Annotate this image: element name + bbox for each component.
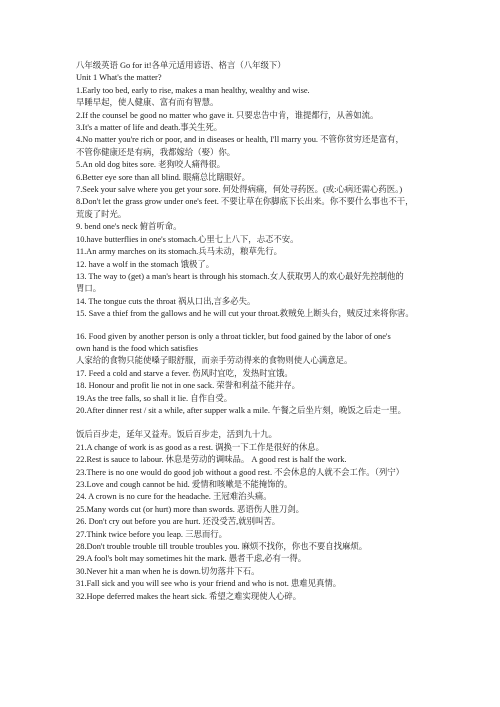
proverb-line: 7.Seek your salve where you get your sore. 何处得病痛，何处寻药医。(或:心病还需心药医。) — [76, 185, 403, 195]
proverb-line: 9. bend one's neck 俯首听命。 — [76, 222, 182, 232]
proverb-line: 31.Fall sick and you will see who is your friend and who is not. 患难见真情。 — [76, 579, 342, 589]
proverb-line: 14. The tongue cuts the throat 祸从口出,言多必失。 — [76, 296, 256, 306]
proverb-line: 18. Honour and profit lie not in one sack. 荣誉和利益不能并存。 — [76, 381, 301, 391]
proverb-line: 饭后百步走，延年又益寿。饭后百步走，活到九十九。 — [76, 430, 277, 440]
proverb-line: 1.Early too bed, early to rise, makes a man healthy, wealthy and wise. — [76, 85, 310, 95]
proverb-line: 17. Feed a cold and starve a fever. 伤风时宜吃，发热时宜饿。 — [76, 368, 293, 378]
proverb-line: 12. have a wolf in the stomach 饿极了。 — [76, 259, 215, 269]
proverb-line: 28.Don't trouble trouble till trouble troubles you. 麻烦不找你，你也不要自找麻烦。 — [76, 542, 368, 552]
proverb-line: 30.Never hit a man when he is down.切勿落井下石。 — [76, 566, 260, 576]
proverb-line: 6.Better eye sore than all blind. 眼痛总比瞎眼好。 — [76, 172, 250, 182]
proverb-line: 25.Many words cut (or hurt) more than swords. 恶语伤人胜刀剑。 — [76, 504, 304, 514]
proverb-line: 29.A fool's bolt may sometimes hit the mark. 愚者千虑,必有一得。 — [76, 554, 307, 564]
proverb-line: 16. Food given by another person is only a throat tickler, but food gained by the labor of one's — [76, 331, 391, 341]
unit-heading: Unit 1 What's the matter? — [76, 73, 162, 83]
paragraph-gap — [76, 417, 490, 429]
proverb-list-b — [76, 331, 490, 418]
proverb-line: 10.have butterflies in one's stomach.心里七上八下，忐忑不安。 — [76, 234, 299, 244]
proverb-line: 2.If the counsel be good no matter who gave it. 只要忠告中肯，谁提都行，从善如流。 — [76, 110, 379, 120]
proverb-line: 8.Don't let the grass grow under one's feet. 不要让草在你脚底下长出来。你不要什么事也不干， — [76, 197, 414, 207]
proverb-line: 21.A change of work is as good as a rest. 调换一下工作是很好的休息。 — [76, 442, 324, 452]
proverb-line: 4.No matter you're rich or poor, and in diseases or health, I'll marry you. 不管你贫穷还是富有， — [76, 135, 404, 145]
proverb-list-a — [76, 85, 490, 321]
proverb-line: 不管你健康还是有病，我都嫁给（娶）你。 — [76, 147, 236, 157]
proverb-line: 早睡早起，使人健康、富有而有智慧。 — [76, 98, 219, 108]
proverb-line: 15. Save a thief from the gallows and he will cut your throat.救贼免上断头台，贼反过来将你害。 — [76, 309, 414, 319]
proverb-line: 26. Don't cry out before you are hurt. 还没受苦,就别叫苦。 — [76, 517, 281, 527]
proverb-line: 5.An old dog bites sore. 老狗咬人痛得很。 — [76, 160, 226, 170]
proverb-line: 24. A crown is no cure for the headache. 王冠难治头痛。 — [76, 492, 272, 502]
proverb-line: 22.Rest is sauce to labour. 休息是劳动的调味品。 A good rest is half the work. — [76, 455, 347, 465]
proverb-list-c — [76, 429, 490, 603]
proverb-line: own hand is the food which satisfies — [76, 343, 198, 353]
proverb-line: 13. The way to (get) a man's heart is through his stomach.女人获取男人的欢心最好先控制他的 — [76, 271, 404, 281]
proverb-line: 人家给的食物只能使嗓子眼舒服，而亲手劳动得来的食物则使人心满意足。 — [76, 356, 353, 366]
document-title: 八年级英语 Go for it!各单元适用谚语、格言（八年级下） — [76, 61, 286, 70]
proverb-line: 荒废了时光。 — [76, 209, 127, 219]
proverb-line: 胃口。 — [76, 284, 102, 294]
proverb-line: 20.After dinner rest / sit a while, after supper walk a mile. 午餐之后坐片刻，晚饭之后走一里。 — [76, 405, 407, 415]
proverb-line: 19.As the tree falls, so shall it lie. 自作自受。 — [76, 393, 233, 403]
proverb-line: 32.Hope deferred makes the heart sick. 希望之难实现使人心碎。 — [76, 591, 302, 601]
document-page — [76, 60, 490, 603]
proverb-line: 23.There is no one would do good job without a good rest. 不会休息的人就不会工作。（列宁） — [76, 467, 404, 477]
paragraph-gap — [76, 321, 490, 331]
proverb-line: 23.Love and cough cannot be hid. 爱情和咳嗽是不能掩饰的。 — [76, 480, 293, 489]
proverb-line: 27.Think twice before you leap. 三思而行。 — [76, 529, 227, 539]
proverb-line: 11.An army marches on its stomach.兵马未动，粮草先行。 — [76, 247, 283, 257]
proverb-line: 3.It's a matter of life and death.事关生死。 — [76, 123, 223, 133]
